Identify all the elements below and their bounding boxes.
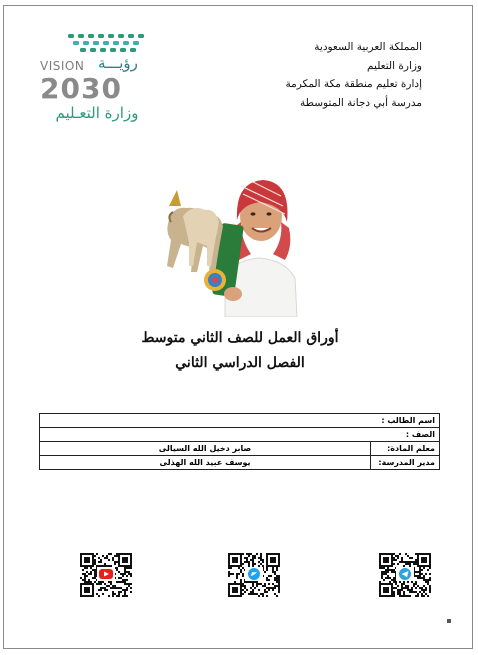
ministry-line: وزارة التعليم <box>367 59 422 72</box>
class-label: الصف : <box>40 428 440 442</box>
student-info-table <box>39 413 440 470</box>
logo-dots-icon <box>38 32 156 60</box>
document-title <box>100 326 380 376</box>
year-label: 2030 <box>40 72 122 105</box>
table-row <box>40 414 440 428</box>
vision-2030-logo <box>38 32 156 124</box>
principal-value: يوسف عبيد الله الهذلى <box>40 456 371 470</box>
youtube-icon <box>97 567 115 581</box>
qr-code-telegram[interactable] <box>379 553 431 597</box>
student-photo <box>163 176 305 317</box>
corner-mark <box>447 619 451 623</box>
kingdom-line: المملكة العربية السعودية <box>314 41 422 53</box>
title-line-1: أوراق العمل للصف الثاني متوسط <box>141 330 339 346</box>
teacher-value: صابر دخيل الله السيالى <box>40 442 371 456</box>
principal-label: مدير المدرسة: <box>371 456 440 470</box>
table-row <box>40 456 440 470</box>
vision-label: VISION <box>40 59 85 73</box>
administration-line: إدارة تعليم منطقة مكة المكرمة <box>285 78 422 90</box>
teacher-label: معلم المادة: <box>371 442 440 456</box>
vision-arabic-label: رؤيـــة <box>98 54 138 72</box>
header-block <box>252 38 422 112</box>
school-line: مدرسة أبي دجانة المتوسطة <box>300 96 422 109</box>
twitter-icon <box>245 567 263 581</box>
telegram-icon <box>396 567 414 581</box>
ministry-logo-label: وزارة التعـليم <box>55 104 139 122</box>
student-name-label: اسم الطالب : <box>40 414 440 428</box>
table-row <box>40 442 440 456</box>
qr-code-youtube[interactable] <box>80 553 132 597</box>
table-row <box>40 428 440 442</box>
title-line-2: الفصل الدراسي الثاني <box>175 355 305 371</box>
qr-code-twitter[interactable] <box>228 553 280 597</box>
